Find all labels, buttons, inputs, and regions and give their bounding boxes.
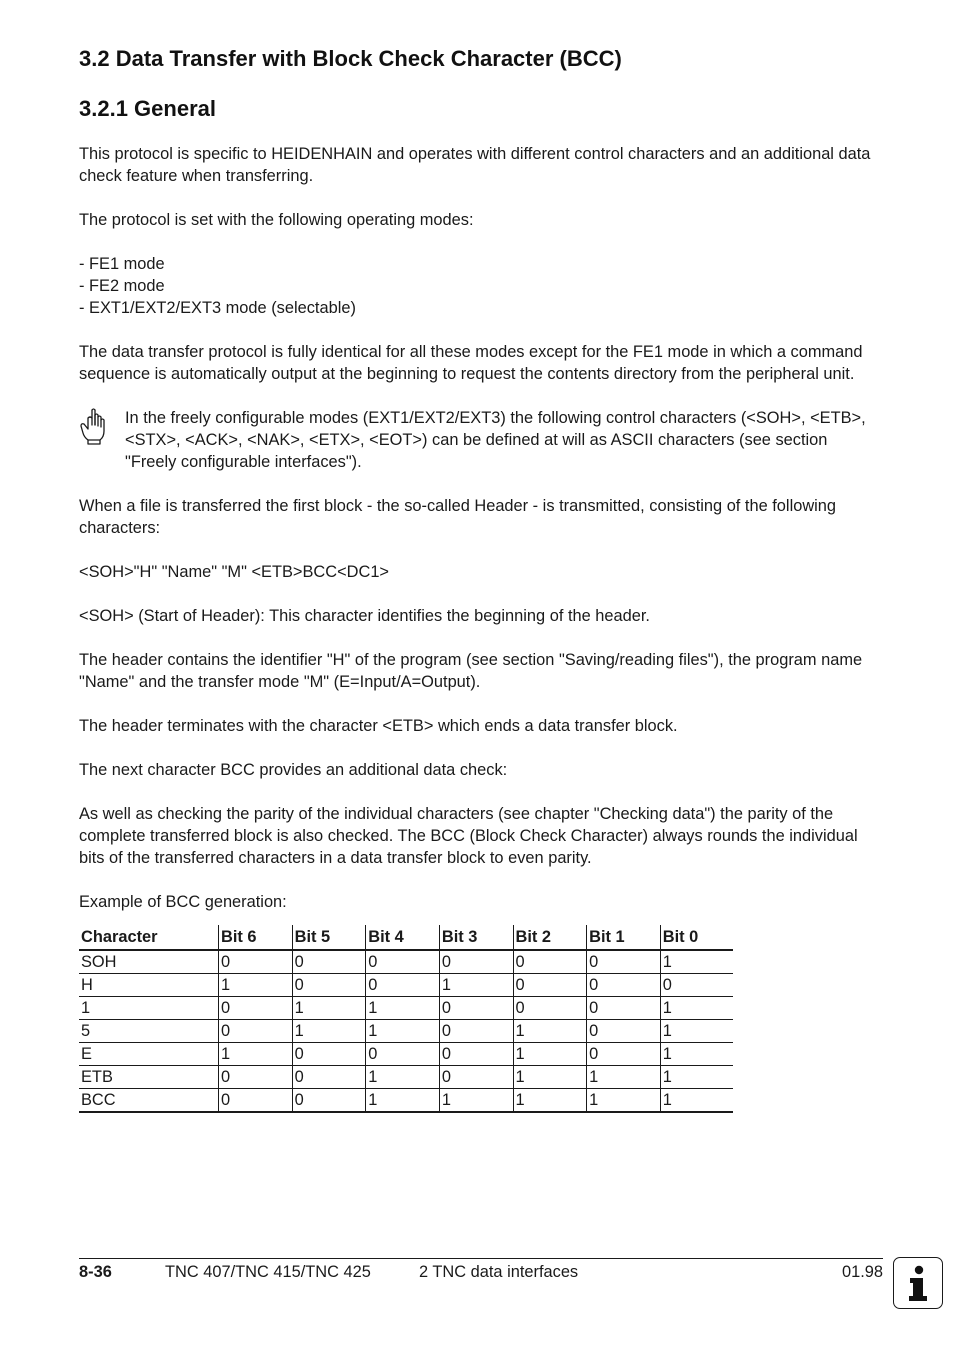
table-cell: 0 [366, 950, 440, 974]
section-heading: 3.2 Data Transfer with Block Check Character (BCC) [79, 46, 622, 71]
table-header-cell: Bit 3 [439, 925, 513, 950]
footer-chapter: 2 TNC data interfaces [419, 1263, 579, 1281]
table-cell: 1 [292, 1020, 366, 1043]
table-cell: 0 [439, 997, 513, 1020]
note-text: In the freely configurable modes (EXT1/EXT2/EXT3) the following control characters (<SOH>, <ETB>, <STX>, <ACK>, <NAK>, <ETX>, <EOT>) can be defined at will as ASCII characters (see section "Freely configurable interfaces"). [125, 409, 866, 471]
table-cell: 1 [366, 1066, 440, 1089]
table-cell: 0 [587, 1043, 661, 1066]
footer-model: TNC 407/TNC 415/TNC 425 [165, 1263, 371, 1281]
table-cell: 0 [219, 1020, 293, 1043]
list-item: - EXT1/EXT2/EXT3 mode (selectable) [79, 299, 356, 317]
table-cell: 1 [219, 974, 293, 997]
table-cell: 0 [439, 1066, 513, 1089]
table-header-cell: Character [79, 925, 219, 950]
header-end-paragraph: The header terminates with the character <ETB> which ends a data transfer block. [79, 717, 678, 735]
table-cell: 1 [513, 1043, 587, 1066]
subsection-heading: 3.2.1 General [79, 96, 216, 121]
table-cell: 0 [366, 1043, 440, 1066]
bcc-table [79, 925, 733, 1113]
modes-intro-paragraph: The protocol is set with the following operating modes: [79, 211, 474, 229]
table-cell: 1 [660, 1066, 733, 1089]
table-cell: 1 [660, 997, 733, 1020]
table-cell: 1 [660, 1089, 733, 1113]
soh-paragraph: <SOH> (Start of Header): This character identifies the beginning of the header. [79, 607, 650, 625]
table-row [79, 1066, 733, 1089]
table-cell: 1 [513, 1020, 587, 1043]
table-cell: 0 [587, 950, 661, 974]
table-header-cell: Bit 2 [513, 925, 587, 950]
table-cell: BCC [79, 1089, 219, 1113]
header-contents-paragraph: The header contains the identifier "H" of the program (see section "Saving/reading files"), the program name "Name" and the transfer mode "M" (E=Input/A=Output). [79, 651, 863, 691]
table-cell: 1 [439, 1089, 513, 1113]
table-cell: 0 [219, 997, 293, 1020]
table-header-cell: Bit 6 [219, 925, 293, 950]
table-cell: 1 [587, 1089, 661, 1113]
table-cell: 1 [660, 950, 733, 974]
intro-paragraph: This protocol is specific to HEIDENHAIN and operates with different control characters and an additional data check feature when transferring. [79, 145, 871, 185]
table-header-row [79, 925, 733, 950]
table-cell: E [79, 1043, 219, 1066]
table-cell: 0 [587, 1020, 661, 1043]
table-row [79, 1043, 733, 1066]
table-cell: 1 [366, 997, 440, 1020]
table-cell: 0 [513, 974, 587, 997]
table-cell: ETB [79, 1066, 219, 1089]
table-cell: H [79, 974, 219, 997]
modes-list [79, 253, 883, 319]
table-cell: 1 [366, 1020, 440, 1043]
identical-paragraph: The data transfer protocol is fully identical for all these modes except for the FE1 mode in which a command sequence is automatically output at the beginning to request the contents directory from the peripheral unit. [79, 343, 863, 383]
table-cell: 1 [513, 1066, 587, 1089]
table-cell: 0 [513, 997, 587, 1020]
table-cell: 0 [292, 950, 366, 974]
table-cell: 1 [219, 1043, 293, 1066]
table-cell: 0 [587, 974, 661, 997]
table-cell: 1 [366, 1089, 440, 1113]
table-cell: 0 [219, 950, 293, 974]
table-cell: 0 [219, 1066, 293, 1089]
footer-date: 01.98 [841, 1263, 883, 1281]
info-glyph [894, 1258, 941, 1307]
parity-paragraph: As well as checking the parity of the individual characters (see chapter "Checking data") the parity of the complete transferred block is also checked. The BCC (Block Check Character) always rounds the individual bits of the transferred characters in a data transfer block to even parity. [79, 805, 858, 867]
pointing-hand-icon [79, 407, 107, 447]
table-cell: 1 [587, 1066, 661, 1089]
table-cell: SOH [79, 950, 219, 974]
table-cell: 0 [292, 1066, 366, 1089]
table-cell: 0 [660, 974, 733, 997]
table-row [79, 974, 733, 997]
table-cell: 0 [219, 1089, 293, 1113]
note-block [79, 407, 883, 473]
table-header-cell: Bit 0 [660, 925, 733, 950]
table-cell: 0 [587, 997, 661, 1020]
table-row [79, 1020, 733, 1043]
table-cell: 1 [660, 1043, 733, 1066]
table-header-cell: Bit 4 [366, 925, 440, 950]
page-footer [79, 1258, 883, 1281]
table-header-cell: Bit 5 [292, 925, 366, 950]
table-cell: 1 [439, 974, 513, 997]
table-row [79, 950, 733, 974]
table-cell: 0 [439, 1043, 513, 1066]
table-header-cell: Bit 1 [587, 925, 661, 950]
bcc-next-paragraph: The next character BCC provides an additional data check: [79, 761, 508, 779]
table-cell: 0 [292, 1043, 366, 1066]
table-cell: 0 [439, 950, 513, 974]
list-item: - FE1 mode [79, 255, 165, 273]
table-cell: 1 [660, 1020, 733, 1043]
body-text [79, 143, 883, 1113]
table-cell: 1 [79, 997, 219, 1020]
table-cell: 0 [292, 1089, 366, 1113]
info-icon [893, 1257, 943, 1309]
table-row [79, 997, 733, 1020]
table-cell: 0 [513, 950, 587, 974]
table-cell: 0 [439, 1020, 513, 1043]
table-row [79, 1089, 733, 1113]
list-item: - FE2 mode [79, 277, 165, 295]
table-cell: 0 [292, 974, 366, 997]
table-cell: 1 [513, 1089, 587, 1113]
table-cell: 1 [292, 997, 366, 1020]
header-code: <SOH>"H" "Name" "M" <ETB>BCC<DC1> [79, 563, 390, 581]
example-paragraph: Example of BCC generation: [79, 893, 287, 911]
page-number: 8-36 [79, 1263, 112, 1281]
header-intro-paragraph: When a file is transferred the first block - the so-called Header - is transmitted, consisting of the following characters: [79, 497, 837, 537]
table-cell: 0 [366, 974, 440, 997]
table-cell: 5 [79, 1020, 219, 1043]
